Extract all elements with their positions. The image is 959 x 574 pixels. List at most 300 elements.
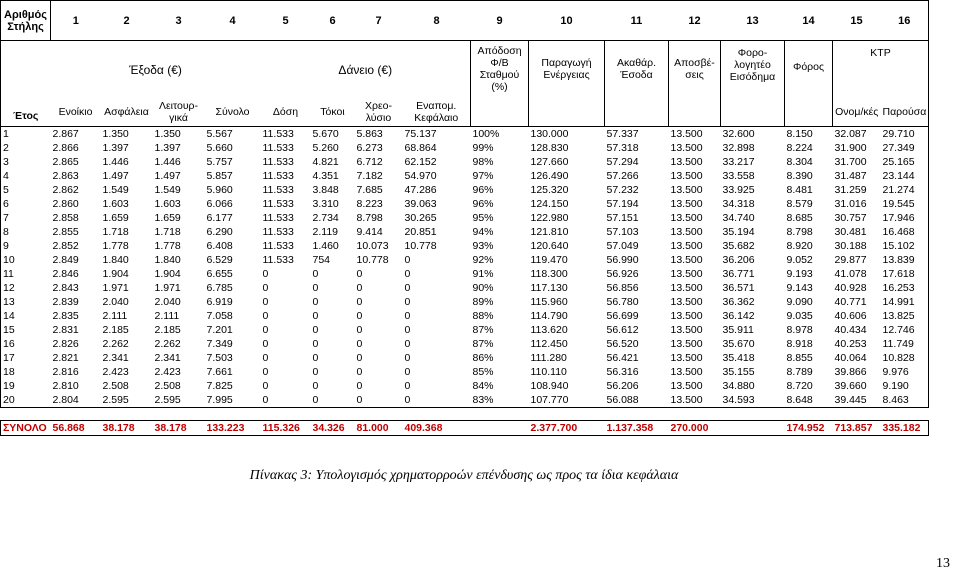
- value-cell: 0: [404, 324, 411, 336]
- value-cell: 2.119: [312, 226, 338, 238]
- present-header: Παρούσα: [881, 99, 929, 127]
- value-cell: 30.265: [404, 212, 437, 224]
- table-row: [1, 225, 929, 239]
- value-cell: 2.508: [102, 380, 129, 392]
- value-cell: 86%: [472, 352, 494, 364]
- value-cell: 87%: [472, 338, 494, 350]
- value-cell: 1.659: [154, 212, 181, 224]
- value-cell: 11.533: [262, 170, 294, 182]
- value-cell: 35.418: [722, 352, 755, 364]
- value-cell: 8.648: [786, 394, 813, 406]
- value-cell: 11.533: [262, 142, 294, 154]
- value-cell: 2.855: [52, 226, 79, 238]
- value-cell: 0: [262, 282, 269, 294]
- year-cell: 8: [1, 225, 51, 239]
- value-cell: 754: [312, 254, 331, 266]
- value-cell: 2.852: [52, 240, 79, 252]
- value-cell: 97%: [472, 170, 494, 182]
- table-row: [1, 309, 929, 323]
- value-cell: 9.090: [786, 296, 813, 308]
- value-cell: 57.151: [606, 212, 639, 224]
- value-cell: 41.078: [834, 268, 867, 280]
- value-cell: 13.500: [670, 380, 703, 392]
- value-cell: 2.595: [102, 394, 129, 406]
- value-cell: 0: [404, 338, 411, 350]
- value-cell: 10.828: [881, 351, 929, 365]
- value-cell: 1.778: [102, 240, 129, 252]
- year-cell: 11: [1, 267, 51, 281]
- expenses-total-header: Σύνολο: [215, 106, 250, 119]
- value-cell: 0: [312, 338, 319, 350]
- value-cell: 11.533: [262, 212, 294, 224]
- total-cell: 335.182: [881, 421, 929, 436]
- value-cell: 2.862: [52, 184, 79, 196]
- rent-header: Ενοίκιο: [58, 106, 93, 119]
- value-cell: 2.185: [154, 324, 181, 336]
- value-cell: 0: [262, 296, 269, 308]
- value-cell: 112.450: [530, 338, 568, 350]
- value-cell: 13.825: [881, 309, 929, 323]
- value-cell: 84%: [472, 380, 494, 392]
- value-cell: 8.223: [356, 198, 383, 210]
- value-cell: 2.826: [52, 338, 79, 350]
- value-cell: 7.503: [206, 352, 233, 364]
- value-cell: 4.351: [312, 170, 339, 182]
- year-cell: 18: [1, 365, 51, 379]
- total-cell: 38.178: [154, 422, 187, 434]
- col-num: 1: [51, 1, 101, 41]
- value-cell: 13.500: [670, 212, 703, 224]
- value-cell: 36.771: [722, 268, 755, 280]
- insurance-header: Ασφάλεια: [104, 106, 149, 119]
- value-cell: 0: [356, 310, 363, 322]
- value-cell: 13.500: [670, 268, 703, 280]
- value-cell: 2.423: [102, 366, 129, 378]
- value-cell: 1.397: [102, 142, 129, 154]
- table-row: [1, 239, 929, 253]
- total-label: ΣΥΝΟΛΟ: [1, 421, 51, 436]
- value-cell: 0: [356, 324, 363, 336]
- value-cell: 62.152: [404, 156, 437, 168]
- value-cell: 87%: [472, 324, 494, 336]
- value-cell: 31.487: [834, 170, 867, 182]
- value-cell: 13.500: [670, 170, 703, 182]
- value-cell: 33.558: [722, 170, 755, 182]
- value-cell: 56.780: [606, 296, 639, 308]
- year-cell: 1: [1, 127, 51, 142]
- value-cell: 57.294: [606, 156, 639, 168]
- year-cell: 15: [1, 323, 51, 337]
- col-num: 9: [471, 1, 529, 41]
- value-cell: 20.851: [404, 226, 437, 238]
- value-cell: 8.150: [786, 128, 813, 140]
- value-cell: 9.052: [786, 254, 813, 266]
- value-cell: 13.500: [670, 282, 703, 294]
- value-cell: 1.971: [154, 282, 181, 294]
- value-cell: 8.855: [786, 352, 813, 364]
- table-row: [1, 183, 929, 197]
- value-cell: 130.000: [530, 128, 569, 140]
- table-row: [1, 211, 929, 225]
- value-cell: 2.040: [154, 296, 181, 308]
- value-cell: 47.286: [404, 184, 437, 196]
- col-num: 15: [833, 1, 881, 41]
- value-cell: 0: [356, 380, 363, 392]
- value-cell: 4.821: [312, 156, 339, 168]
- value-cell: 6.273: [356, 142, 383, 154]
- value-cell: 31.259: [834, 184, 867, 196]
- value-cell: 30.757: [834, 212, 867, 224]
- total-cell: 81.000: [356, 422, 389, 434]
- value-cell: 2.508: [154, 380, 181, 392]
- value-cell: 1.718: [102, 226, 129, 238]
- total-cell: 2.377.700: [530, 422, 578, 434]
- value-cell: 13.500: [670, 198, 703, 210]
- value-cell: 7.201: [206, 324, 233, 336]
- value-cell: 14.991: [881, 295, 929, 309]
- value-cell: 9.193: [786, 268, 813, 280]
- value-cell: 93%: [472, 240, 494, 252]
- value-cell: 94%: [472, 226, 494, 238]
- value-cell: 6.712: [356, 156, 383, 168]
- table-row: [1, 351, 929, 365]
- value-cell: 8.798: [786, 226, 813, 238]
- total-cell: 270.000: [670, 422, 709, 434]
- value-cell: 0: [356, 296, 363, 308]
- value-cell: 96%: [472, 184, 494, 196]
- value-cell: 0: [356, 394, 363, 406]
- table-row: [1, 169, 929, 183]
- value-cell: 11.533: [262, 198, 294, 210]
- year-cell: 7: [1, 211, 51, 225]
- value-cell: 56.990: [606, 254, 639, 266]
- value-cell: 2.040: [102, 296, 129, 308]
- year-cell: 2: [1, 141, 51, 155]
- year-cell: 6: [1, 197, 51, 211]
- value-cell: 1.460: [312, 240, 339, 252]
- value-cell: 2.843: [52, 282, 79, 294]
- value-cell: 36.571: [722, 282, 755, 294]
- value-cell: 2.810: [52, 380, 79, 392]
- value-cell: 121.810: [530, 226, 569, 238]
- value-cell: 114.790: [530, 310, 568, 322]
- value-cell: 5.960: [206, 184, 233, 196]
- value-cell: 6.066: [206, 198, 233, 210]
- col-num: 13: [721, 1, 785, 41]
- total-cell: 56.868: [52, 422, 85, 434]
- table-row: [1, 323, 929, 337]
- value-cell: 0: [262, 338, 269, 350]
- value-cell: 119.470: [530, 254, 568, 266]
- value-cell: 2.734: [312, 212, 339, 224]
- value-cell: 34.740: [722, 212, 755, 224]
- col-num: 6: [311, 1, 355, 41]
- value-cell: 2.831: [52, 324, 79, 336]
- value-cell: 6.177: [206, 212, 233, 224]
- value-cell: 0: [312, 366, 319, 378]
- value-cell: 7.349: [206, 338, 233, 350]
- value-cell: 90%: [472, 282, 494, 294]
- total-cell: 174.952: [786, 422, 825, 434]
- value-cell: 8.920: [786, 240, 813, 252]
- value-cell: 0: [262, 352, 269, 364]
- value-cell: 33.925: [722, 184, 755, 196]
- value-cell: 0: [356, 352, 363, 364]
- value-cell: 5.857: [206, 170, 233, 182]
- value-cell: 0: [312, 310, 319, 322]
- total-cell: 133.223: [206, 422, 245, 434]
- value-cell: 5.757: [206, 156, 233, 168]
- value-cell: 92%: [472, 254, 494, 266]
- value-cell: 0: [312, 268, 319, 280]
- value-cell: 91%: [472, 268, 494, 280]
- value-cell: 1.659: [102, 212, 129, 224]
- value-cell: 2.866: [52, 142, 79, 154]
- col-num: 8: [403, 1, 471, 41]
- table-row: [1, 379, 929, 393]
- value-cell: 8.579: [786, 198, 813, 210]
- total-cell: [721, 421, 785, 436]
- value-cell: 35.670: [722, 338, 755, 350]
- value-cell: 13.500: [670, 338, 703, 350]
- remaining-capital-header: Εναπομ. Κεφάλαιο: [414, 100, 459, 125]
- value-cell: 40.253: [834, 338, 867, 350]
- value-cell: 56.926: [606, 268, 639, 280]
- value-cell: 0: [404, 366, 411, 378]
- value-cell: 0: [404, 352, 411, 364]
- value-cell: 7.058: [206, 310, 233, 322]
- value-cell: 10.778: [404, 240, 437, 252]
- col-num: 3: [153, 1, 205, 41]
- value-cell: 1.603: [102, 198, 129, 210]
- value-cell: 8.685: [786, 212, 813, 224]
- value-cell: 40.928: [834, 282, 867, 294]
- value-cell: 36.362: [722, 296, 755, 308]
- value-cell: 8.481: [786, 184, 813, 196]
- value-cell: 1.446: [154, 156, 181, 168]
- value-cell: 2.341: [102, 352, 129, 364]
- year-header: Έτος: [1, 41, 51, 127]
- value-cell: 7.182: [356, 170, 383, 182]
- value-cell: 56.316: [606, 366, 639, 378]
- value-cell: 0: [312, 380, 319, 392]
- value-cell: 57.232: [606, 184, 639, 196]
- group-header-row: [1, 41, 929, 99]
- value-cell: 57.337: [606, 128, 639, 140]
- value-cell: 125.320: [530, 184, 569, 196]
- value-cell: 40.434: [834, 324, 867, 336]
- value-cell: 2.821: [52, 352, 79, 364]
- value-cell: 126.490: [530, 170, 569, 182]
- tax-header: Φόρος: [785, 41, 833, 127]
- value-cell: 0: [312, 324, 319, 336]
- value-cell: 57.103: [606, 226, 639, 238]
- table-caption: Πίνακας 3: Υπολογισμός χρηματορροών επένδυσης ως προς τα ίδια κεφάλαια: [249, 468, 679, 483]
- value-cell: 2.849: [52, 254, 79, 266]
- total-cell: [471, 421, 529, 436]
- value-cell: 9.414: [356, 226, 383, 238]
- value-cell: 31.900: [834, 142, 867, 154]
- value-cell: 56.699: [606, 310, 639, 322]
- value-cell: 0: [262, 324, 269, 336]
- value-cell: 12.746: [881, 323, 929, 337]
- value-cell: 107.770: [530, 394, 569, 406]
- value-cell: 8.918: [786, 338, 813, 350]
- total-cell: 38.178: [102, 422, 135, 434]
- total-cell: 34.326: [312, 422, 345, 434]
- value-cell: 5.660: [206, 142, 233, 154]
- gross-revenue-header: Ακαθάρ. Έσοδα: [605, 41, 669, 127]
- value-cell: 0: [404, 310, 411, 322]
- value-cell: 56.088: [606, 394, 639, 406]
- value-cell: 56.520: [606, 338, 639, 350]
- value-cell: 0: [262, 380, 269, 392]
- year-cell: 17: [1, 351, 51, 365]
- value-cell: 13.500: [670, 142, 703, 154]
- value-cell: 1.497: [154, 170, 181, 182]
- operating-header: Λειτουρ-γικά: [158, 100, 199, 125]
- value-cell: 7.661: [206, 366, 233, 378]
- value-cell: 16.468: [881, 225, 929, 239]
- value-cell: 2.816: [52, 366, 79, 378]
- value-cell: 34.880: [722, 380, 755, 392]
- value-cell: 2.858: [52, 212, 79, 224]
- value-cell: 40.606: [834, 310, 867, 322]
- value-cell: 1.549: [102, 184, 129, 196]
- value-cell: 8.304: [786, 156, 813, 168]
- value-cell: 54.970: [404, 170, 437, 182]
- value-cell: 68.864: [404, 142, 437, 154]
- value-cell: 36.206: [722, 254, 755, 266]
- value-cell: 16.253: [881, 281, 929, 295]
- value-cell: 99%: [472, 142, 494, 154]
- year-cell: 4: [1, 169, 51, 183]
- value-cell: 9.035: [786, 310, 813, 322]
- value-cell: 11.533: [262, 226, 294, 238]
- value-cell: 2.863: [52, 170, 79, 182]
- value-cell: 40.064: [834, 352, 867, 364]
- value-cell: 0: [404, 268, 411, 280]
- value-cell: 13.500: [670, 296, 703, 308]
- value-cell: 40.771: [834, 296, 867, 308]
- value-cell: 17.618: [881, 267, 929, 281]
- value-cell: 117.130: [530, 282, 568, 294]
- value-cell: 2.865: [52, 156, 79, 168]
- value-cell: 1.904: [102, 268, 129, 280]
- production-header: Παραγωγή Ενέργειας: [529, 41, 605, 127]
- value-cell: 113.620: [530, 324, 568, 336]
- value-cell: 57.049: [606, 240, 639, 252]
- year-cell: 5: [1, 183, 51, 197]
- value-cell: 7.685: [356, 184, 383, 196]
- year-cell: 10: [1, 253, 51, 267]
- column-number-label: Αριθμός Στήλης: [1, 1, 51, 41]
- col-num: 14: [785, 1, 833, 41]
- value-cell: 1.397: [154, 142, 181, 154]
- interest-header: Τόκοι: [320, 106, 345, 119]
- value-cell: 11.533: [262, 240, 294, 252]
- value-cell: 13.500: [670, 366, 703, 378]
- total-row: [1, 421, 929, 436]
- value-cell: 1.778: [154, 240, 181, 252]
- value-cell: 5.260: [312, 142, 339, 154]
- value-cell: 0: [356, 366, 363, 378]
- page-number: 13: [936, 556, 950, 571]
- nominal-header: Ονομ/κές: [833, 99, 881, 127]
- value-cell: 0: [262, 366, 269, 378]
- table-row: [1, 141, 929, 155]
- value-cell: 6.919: [206, 296, 233, 308]
- value-cell: 8.390: [786, 170, 813, 182]
- value-cell: 2.839: [52, 296, 79, 308]
- value-cell: 11.533: [262, 156, 294, 168]
- value-cell: 9.143: [786, 282, 813, 294]
- value-cell: 8.798: [356, 212, 383, 224]
- col-num: 7: [355, 1, 403, 41]
- value-cell: 2.595: [154, 394, 181, 406]
- spacer-row: [1, 408, 929, 421]
- value-cell: 13.500: [670, 240, 703, 252]
- value-cell: 8.789: [786, 366, 813, 378]
- value-cell: 10.073: [356, 240, 389, 252]
- total-cell: 409.368: [404, 422, 443, 434]
- value-cell: 39.660: [834, 380, 867, 392]
- value-cell: 57.266: [606, 170, 639, 182]
- year-cell: 12: [1, 281, 51, 295]
- depreciation-header: Αποσβέ-σεις: [669, 41, 721, 127]
- principal-header: Χρεο-λύσιο: [365, 100, 392, 125]
- value-cell: 0: [356, 282, 363, 294]
- value-cell: 1.718: [154, 226, 181, 238]
- value-cell: 13.500: [670, 226, 703, 238]
- value-cell: 96%: [472, 198, 494, 210]
- table-row: [1, 267, 929, 281]
- column-number-row: [1, 1, 929, 41]
- value-cell: 100%: [472, 128, 500, 140]
- value-cell: 36.142: [722, 310, 755, 322]
- value-cell: 98%: [472, 156, 494, 168]
- value-cell: 1.904: [154, 268, 181, 280]
- total-cell: 713.857: [834, 422, 873, 434]
- value-cell: 5.670: [312, 128, 339, 140]
- value-cell: 6.529: [206, 254, 233, 266]
- value-cell: 31.700: [834, 156, 867, 168]
- value-cell: 0: [312, 296, 319, 308]
- value-cell: 0: [262, 310, 269, 322]
- value-cell: 32.898: [722, 142, 755, 154]
- value-cell: 11.533: [262, 254, 294, 266]
- expenses-group-header: Έξοδα (€): [129, 62, 182, 77]
- year-cell: 20: [1, 393, 51, 408]
- value-cell: 57.194: [606, 198, 639, 210]
- value-cell: 2.185: [102, 324, 129, 336]
- table-row: [1, 127, 929, 142]
- value-cell: 0: [312, 352, 319, 364]
- value-cell: 9.976: [881, 365, 929, 379]
- value-cell: 2.867: [52, 128, 79, 140]
- value-cell: 5.863: [356, 128, 383, 140]
- value-cell: 6.408: [206, 240, 233, 252]
- value-cell: 127.660: [530, 156, 569, 168]
- value-cell: 34.318: [722, 198, 755, 210]
- total-cell: 115.326: [262, 422, 300, 434]
- value-cell: 0: [312, 394, 319, 406]
- value-cell: 3.848: [312, 184, 339, 196]
- value-cell: 39.445: [834, 394, 867, 406]
- table-row: [1, 197, 929, 211]
- taxable-income-header: Φορο-λογητέο Εισόδημα: [721, 41, 785, 127]
- value-cell: 35.155: [722, 366, 755, 378]
